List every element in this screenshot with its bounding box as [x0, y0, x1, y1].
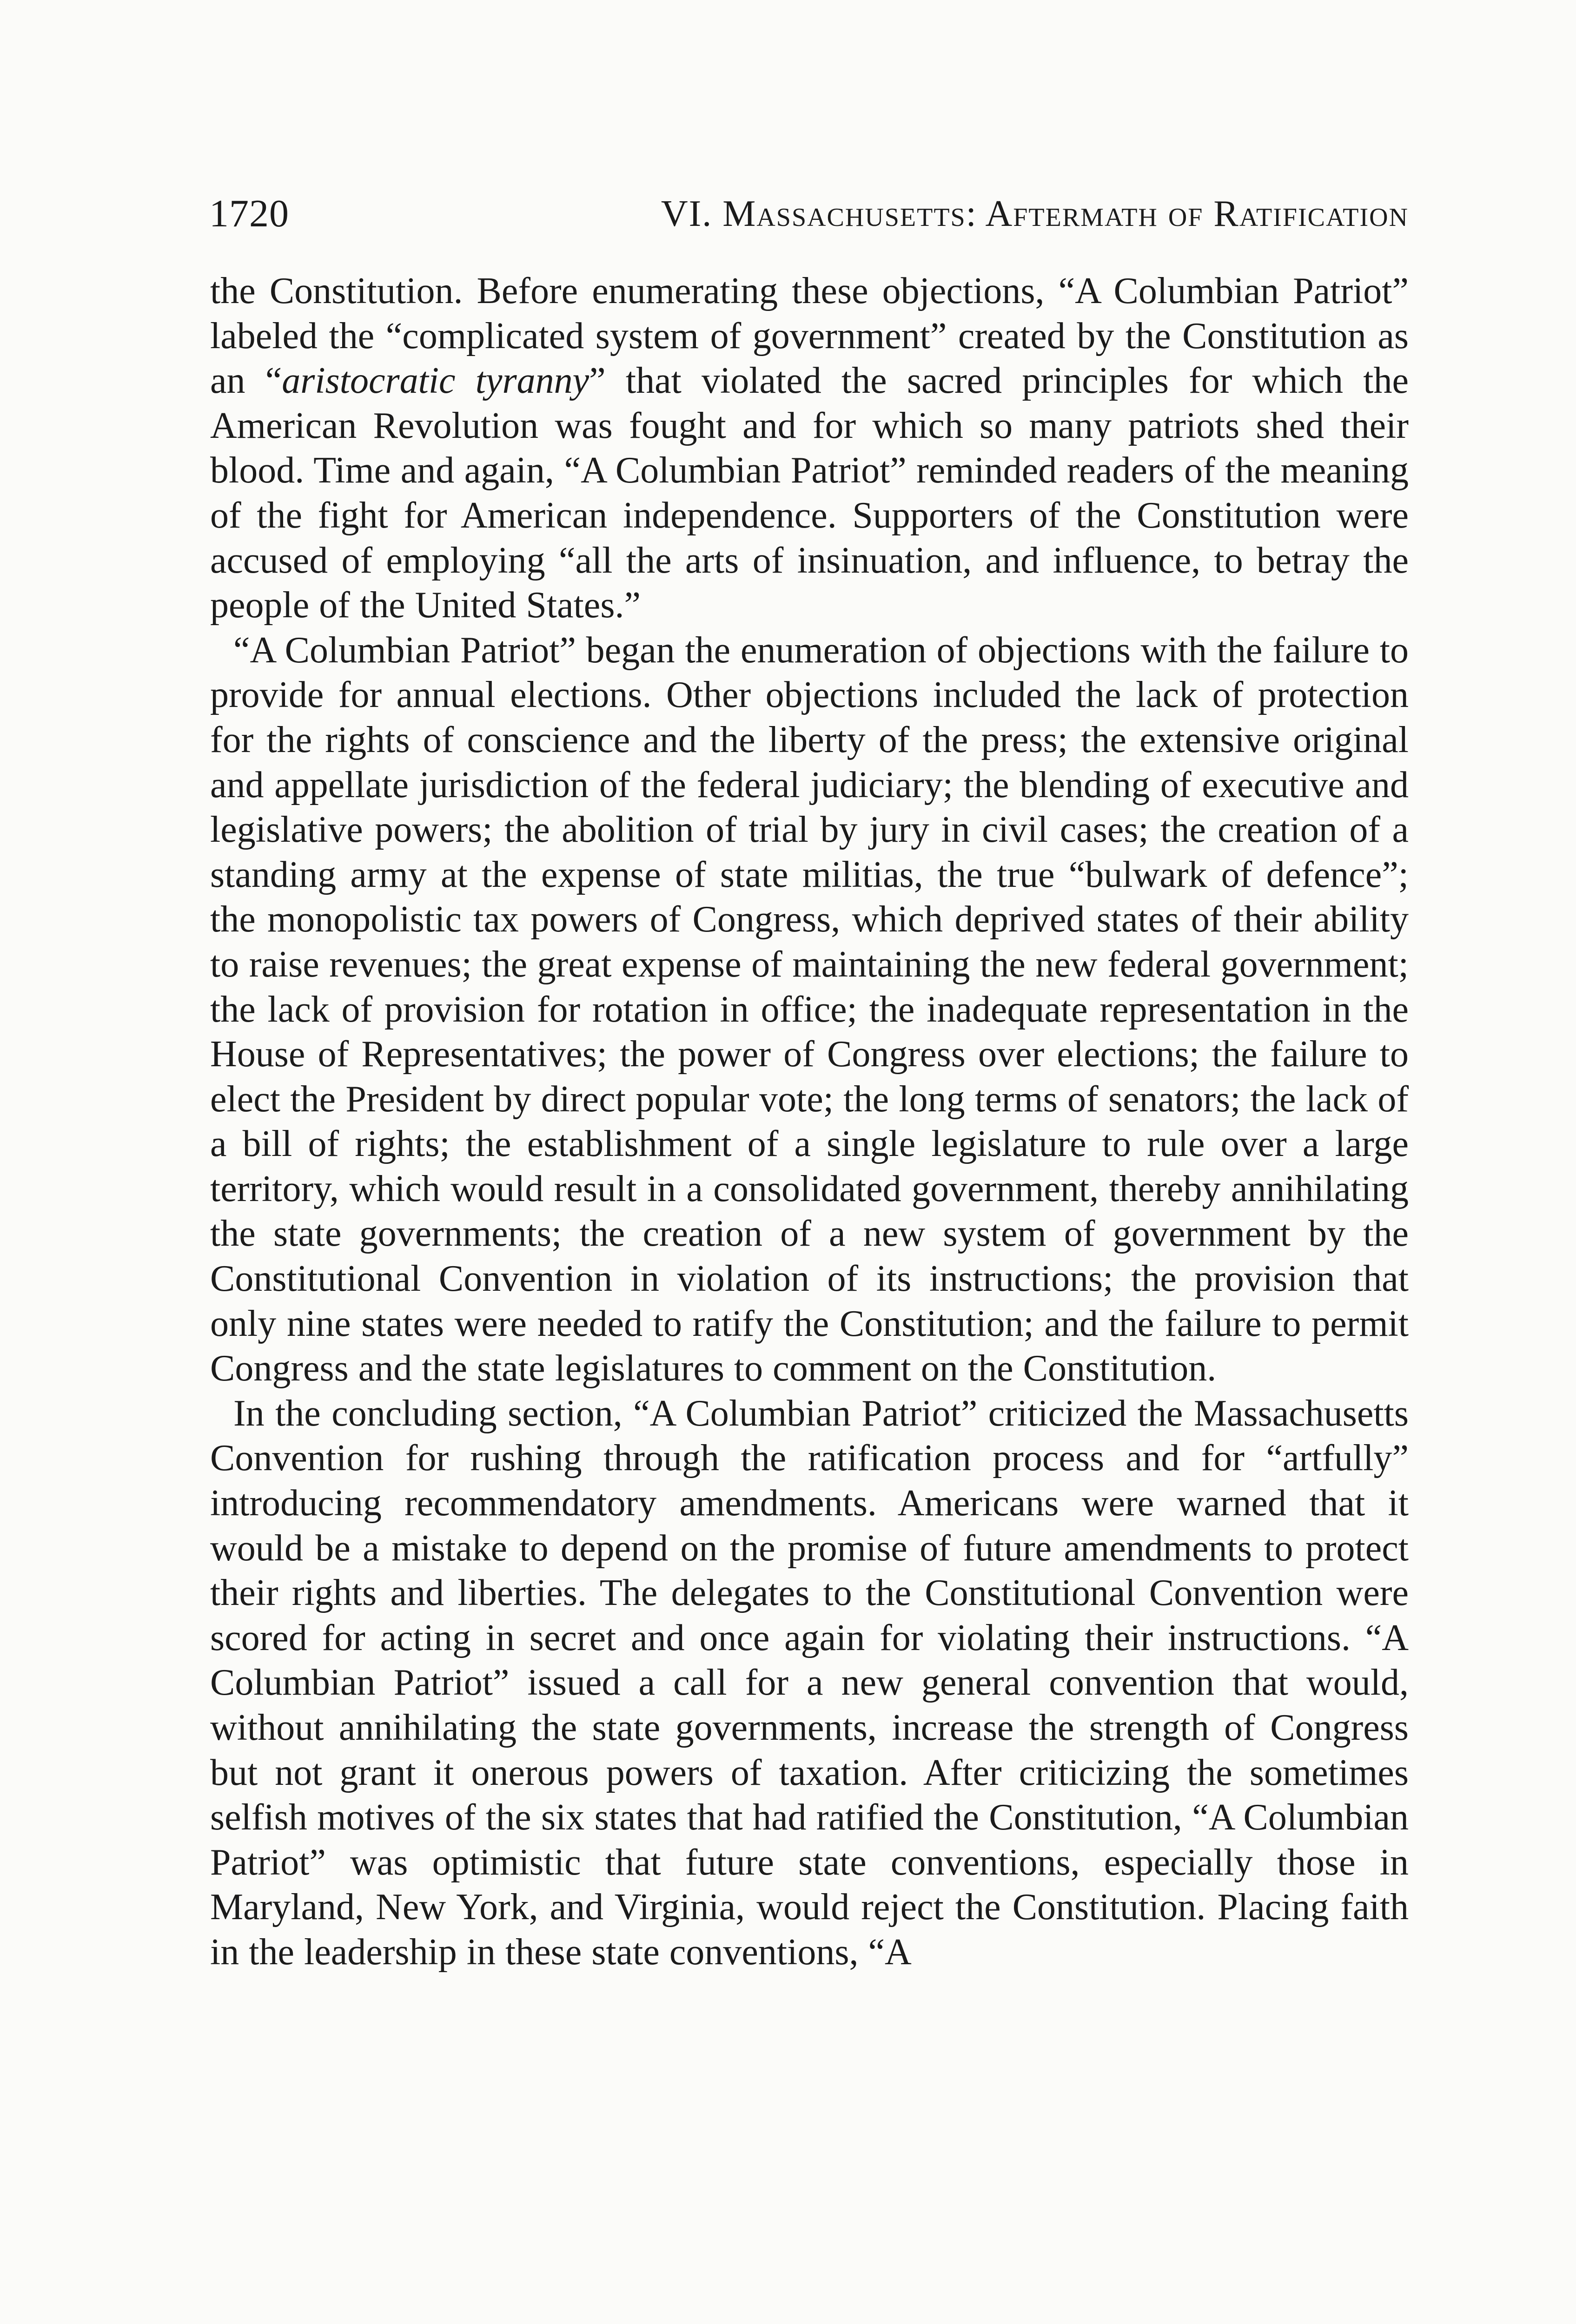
- paragraph-continuation: [210, 269, 1409, 628]
- running-title: VI. Massachusetts: Aftermath of Ratification: [661, 193, 1409, 234]
- paragraph-text: “A Columbian Patriot” began the enumeration of objections with the failure to provide for annual elections. Other objections included the lack of protection for the rights of conscience and the liberty of the press; the extensive original and appellate jurisdiction of the federal judiciary; the blending of executive and legislative powers; the abolition of trial by jury in civil cases; the creation of a standing army at the expense of state militias, the true “bulwark of defence”; the monopolistic tax powers of Congress, which deprived states of their ability to raise revenues; the great expense of maintaining the new federal government; the lack of provision for rotation in office; the inadequate representation in the House of Representatives; the power of Congress over elections; the failure to elect the President by direct popular vote; the long terms of senators; the lack of a bill of rights; the establishment of a single legislature to rule over a large territory, which would result in a consolidated government, thereby annihilating the state governments; the creation of a new system of government by the Constitutional Convention in violation of its instructions; the provision that only nine states were needed to ratify the Constitution; and the failure to permit Congress and the state legislatures to comment on the Constitution.: [210, 629, 1409, 1389]
- paragraph-text: the Constitution. Before enumerating these objections, “A Columbian Patriot” labeled the “complicated system of government” created by the Constitution as an “: [210, 271, 1409, 402]
- paragraph-conclusion: [210, 1391, 1409, 1975]
- running-head: [209, 186, 1409, 242]
- italic-phrase: aristocratic tyranny: [282, 360, 589, 402]
- page-number: 1720: [209, 192, 289, 235]
- paragraph-objections: [210, 628, 1409, 1391]
- paragraph-text: ” that violated the sacred principles for which the American Revolution was fought and for which so many patriots shed their blood. Time and again, “A Columbian Patriot” reminded readers of the meaning of the fight for American independence. Supporters of the Constitution were accused of employing “all the arts of insinuation, and influence, to betray the people of the United States.”: [210, 360, 1409, 626]
- paragraph-text: In the concluding section, “A Columbian Patriot” criticized the Massachusetts Convention for rushing through the ratification process and for “artfully” introducing recommendatory amendments. Americans were warned that it would be a mistake to depend on the promise of future amendments to protect their rights and liberties. The delegates to the Constitutional Convention were scored for acting in secret and once again for violating their instructions. “A Columbian Patriot” issued a call for a new general convention that would, without annihilating the state governments, increase the strength of Congress but not grant it onerous powers of taxation. After criticizing the sometimes selfish motives of the six states that had ratified the Constitution, “A Columbian Patriot” was optimistic that future state conventions, especially those in Maryland, New York, and Virginia, would reject the Constitution. Placing faith in the leadership in these state conventions, “A: [210, 1393, 1409, 1973]
- body-text: [210, 269, 1409, 1975]
